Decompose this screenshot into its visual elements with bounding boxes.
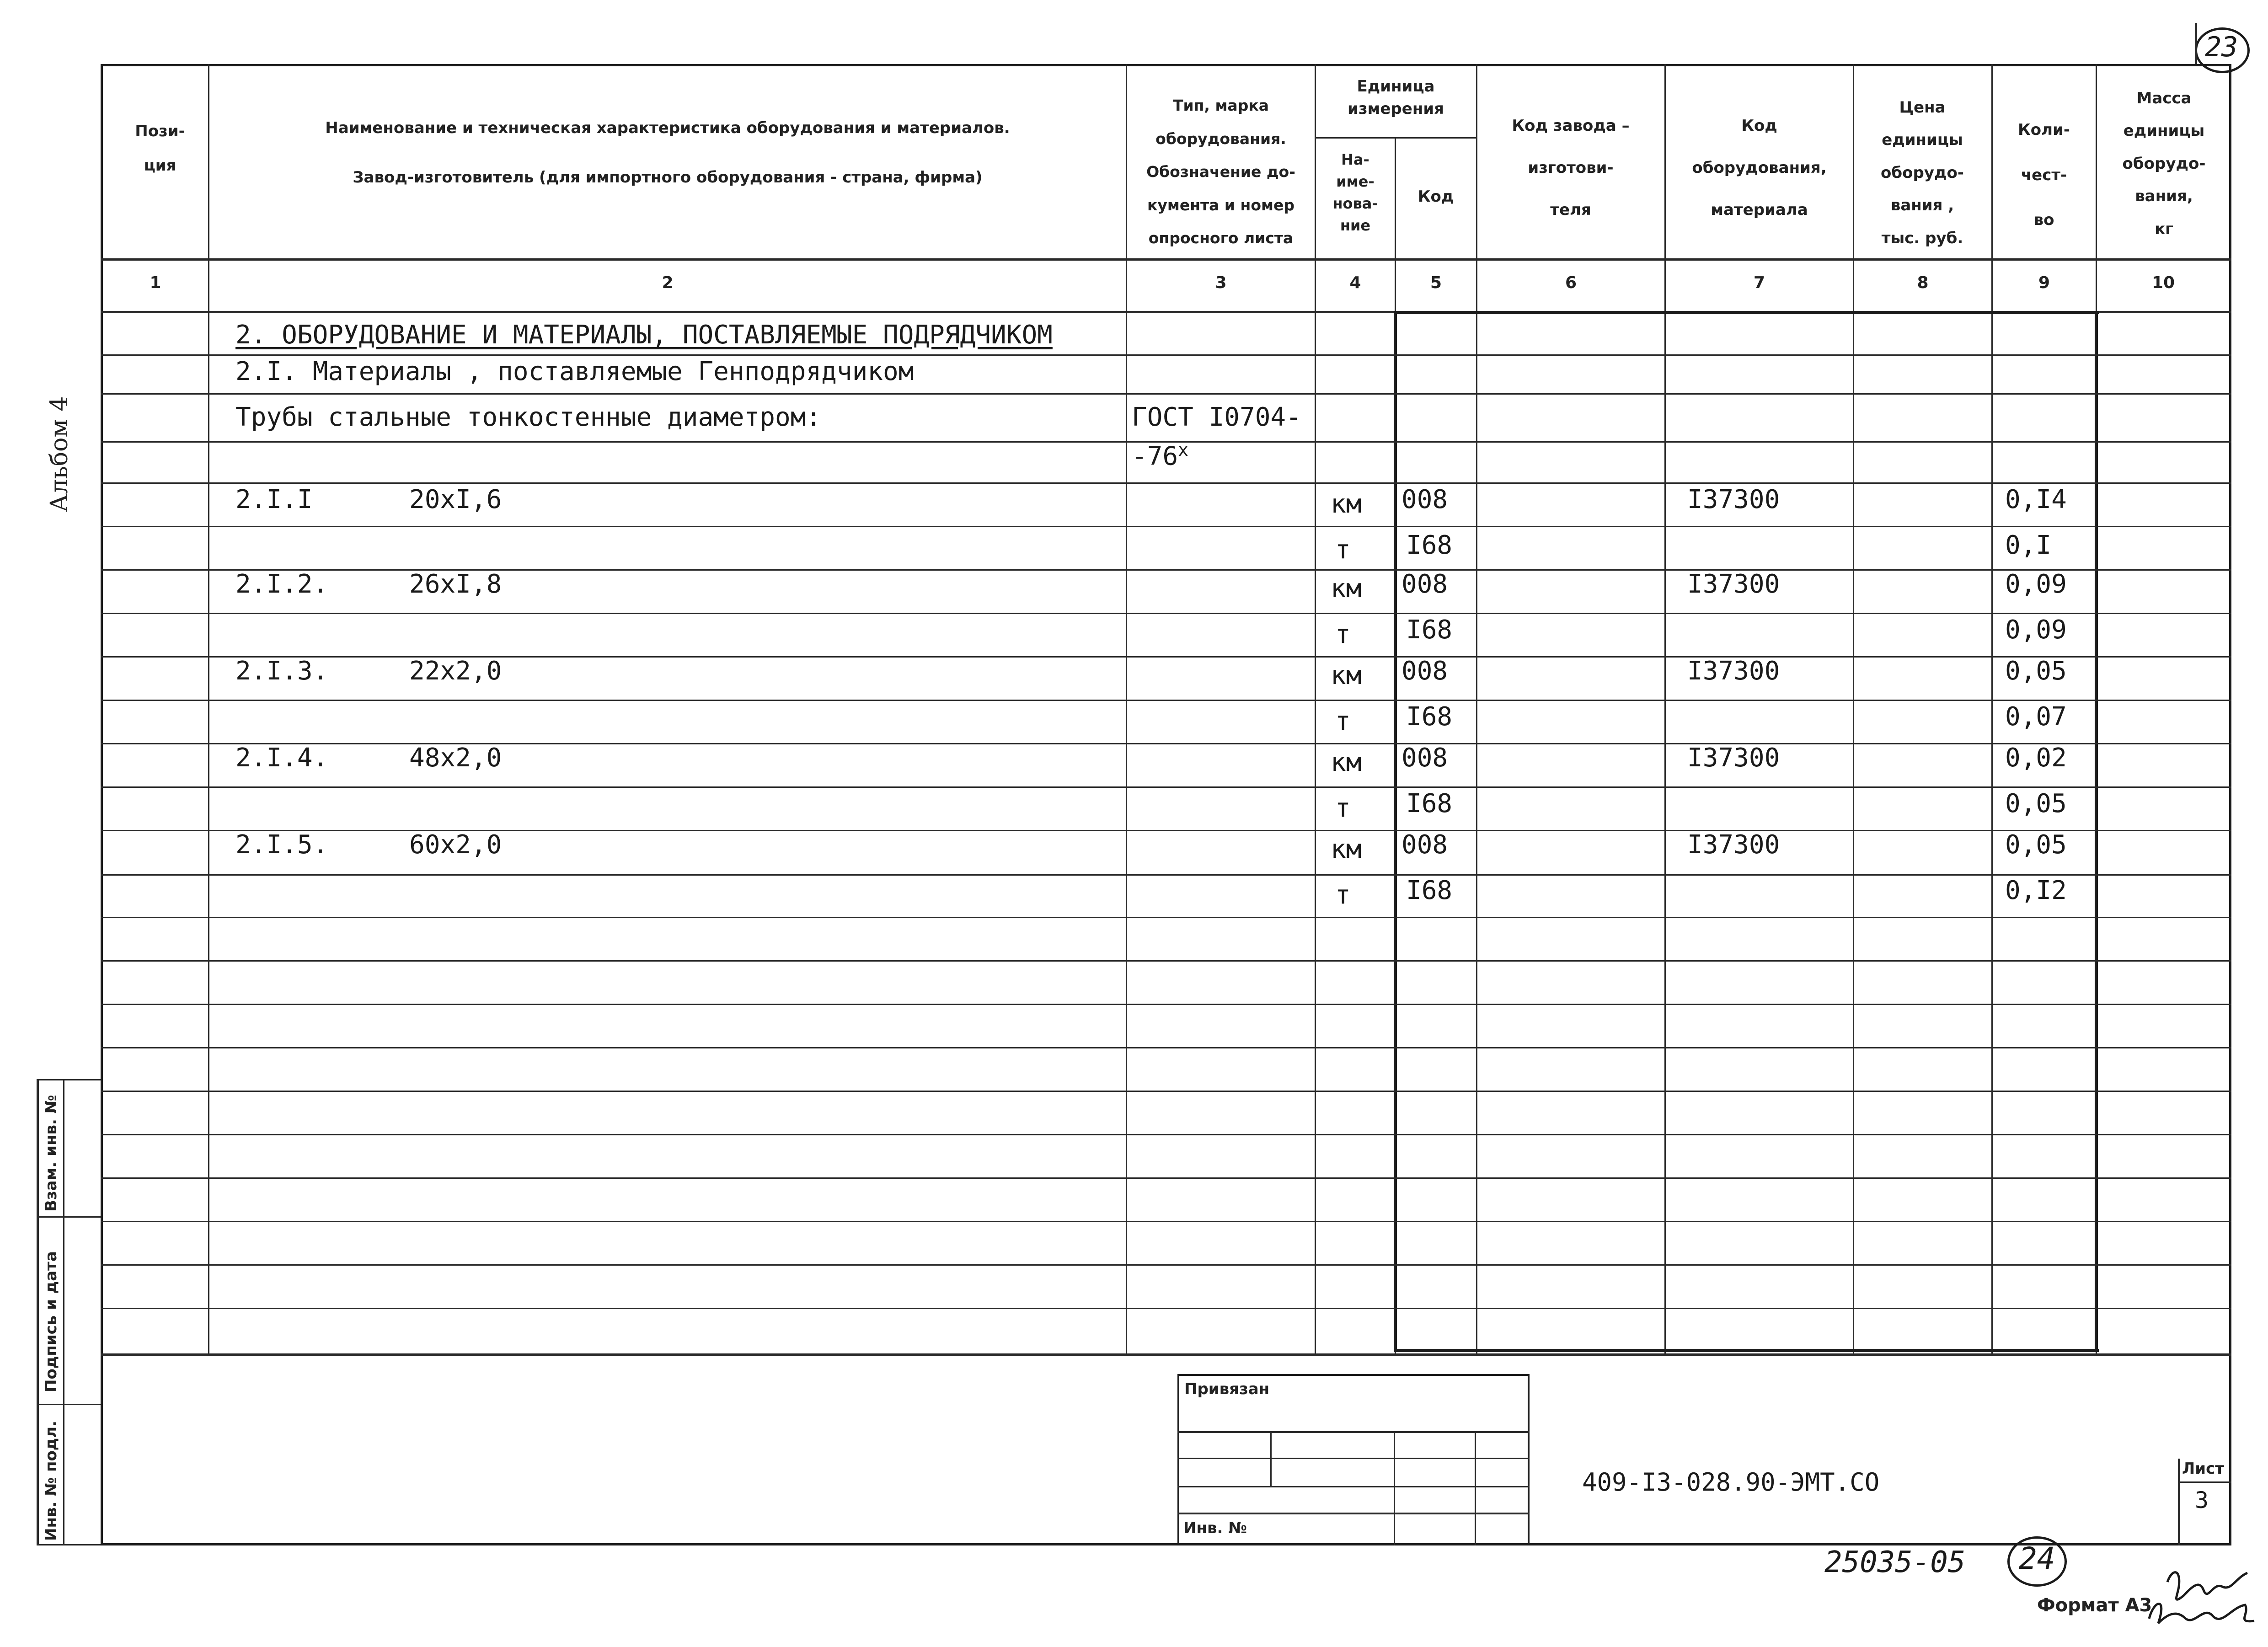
row-unit-km: км	[1331, 489, 1362, 519]
row-line	[101, 700, 2231, 701]
sheet-box-mid	[2178, 1481, 2231, 1483]
side-podpis-data: Подпись и дата	[42, 1251, 60, 1392]
row-unit-t: т	[1335, 706, 1351, 736]
sheet-box-left	[2178, 1459, 2180, 1545]
row-code-km: 008	[1401, 569, 1448, 599]
table-bottom-line	[101, 1353, 2231, 1356]
row-qty-t: 0,I	[2005, 530, 2052, 560]
stamp-vline-1	[1270, 1431, 1272, 1486]
side-stamp-div1	[37, 1216, 101, 1218]
row-unit-t: т	[1335, 535, 1351, 565]
row-qty-km: 0,02	[2005, 743, 2067, 773]
row-line	[101, 1221, 2231, 1222]
row-code-t: I68	[1406, 702, 1453, 732]
row-material-code: I37300	[1687, 743, 1780, 773]
row-line	[101, 960, 2231, 962]
colnum-7: 7	[1753, 273, 1765, 292]
header-unit-code: Код	[1418, 187, 1454, 206]
row-qty-t: 0,07	[2005, 702, 2067, 732]
row-code-t: I68	[1406, 876, 1453, 905]
row-line	[101, 917, 2231, 918]
stamp-line-1	[1177, 1431, 1530, 1433]
units-group-line	[1315, 137, 1476, 139]
handwritten-number: 25035-05	[1824, 1545, 1966, 1579]
header-mass: Масса единицы оборудо- вания, кг	[2122, 89, 2206, 238]
block-left	[1394, 311, 1397, 1352]
row-qty-km: 0,05	[2005, 830, 2067, 860]
row-material-code: I37300	[1687, 830, 1780, 860]
colnum-8: 8	[1917, 273, 1929, 292]
row-qty-t: 0,I2	[2005, 876, 2067, 905]
stamp-line-3	[1177, 1486, 1530, 1487]
col-line-3	[1315, 64, 1316, 1353]
row-code-km: 008	[1401, 485, 1448, 514]
header-factory-code: Код завода – изготови- теля	[1512, 117, 1630, 219]
row-unit-t: т	[1335, 793, 1351, 823]
stamp-line-2	[1177, 1458, 1530, 1459]
row-line	[101, 1047, 2231, 1048]
side-stamp-mid	[63, 1079, 64, 1545]
block-bottom	[1395, 1349, 2099, 1352]
col-line-2	[1126, 64, 1127, 1353]
row-material-code: I37300	[1687, 656, 1780, 686]
subsection-title: 2.I. Материалы , поставляемые Генподрядчиком	[235, 357, 914, 386]
sheet-number: 3	[2195, 1487, 2209, 1513]
row-unit-t: т	[1335, 620, 1351, 649]
row-line	[101, 393, 2231, 395]
row-position: 2.I.3.	[235, 656, 328, 686]
page-number-tick	[2195, 23, 2197, 64]
header-quantity: Коли- чест- во	[2018, 121, 2070, 230]
colnum-10: 10	[2151, 273, 2175, 292]
header-name-line1: Наименование и техническая характеристика оборудования и материалов.	[325, 119, 1010, 137]
header-price: Цена единицы оборудо- вания , тыс. руб.	[1881, 98, 1964, 247]
col-line-1	[208, 64, 209, 1353]
doc-code: 409-I3-028.90-ЭМТ.СО	[1582, 1468, 1880, 1497]
standard-line2-text: -76	[1132, 441, 1178, 471]
row-code-t: I68	[1406, 615, 1453, 645]
row-position: 2.I.2.	[235, 569, 328, 599]
row-position: 2.I.4.	[235, 743, 328, 773]
row-line	[101, 874, 2231, 876]
block-top	[1395, 311, 2099, 314]
row-material-code: I37300	[1687, 485, 1780, 514]
row-code-t: I68	[1406, 530, 1453, 560]
standard-superscript: x	[1178, 440, 1189, 460]
section-title: 2. ОБОРУДОВАНИЕ И МАТЕРИАЛЫ, ПОСТАВЛЯЕМЫЕ ПОДРЯДЧИКОМ	[235, 320, 1053, 350]
colnum-5: 5	[1430, 273, 1442, 292]
header-units-group: Единица измерения	[1348, 77, 1444, 118]
signature	[2140, 1564, 2259, 1632]
row-code-km: 008	[1401, 830, 1448, 860]
standard-line2	[1132, 440, 1188, 471]
row-line	[101, 526, 2231, 527]
stamp-line-4	[1177, 1513, 1530, 1514]
row-code-km: 008	[1401, 656, 1448, 686]
colnum-3: 3	[1215, 273, 1227, 292]
col-line-5	[1476, 64, 1477, 1353]
row-size: 60x2,0	[409, 830, 502, 860]
col-line-7	[1853, 64, 1854, 1353]
row-qty-km: 0,I4	[2005, 485, 2067, 514]
header-bottom-line	[101, 258, 2231, 261]
row-size: 48x2,0	[409, 743, 502, 773]
row-line	[101, 1264, 2231, 1266]
col-line-8	[1991, 64, 1993, 1353]
stamp-vline-2	[1394, 1431, 1395, 1545]
row-position: 2.I.5.	[235, 830, 328, 860]
album-label: Альбом 4	[46, 396, 73, 512]
colnum-4: 4	[1349, 273, 1361, 292]
header-type: Тип, марка оборудования. Обозначение до- кумента и номер опросного листа	[1146, 96, 1295, 247]
side-stamp-top	[37, 1079, 101, 1080]
stamp-privyazan: Привязан	[1184, 1380, 1270, 1398]
row-qty-t: 0,05	[2005, 789, 2067, 818]
row-unit-km: км	[1331, 748, 1362, 777]
header-material-code: Код оборудования, материала	[1692, 117, 1827, 219]
side-stamp-bottom	[37, 1544, 101, 1545]
row-position: 2.I.I	[235, 485, 313, 514]
row-line	[101, 1004, 2231, 1005]
row-line	[101, 1091, 2231, 1092]
row-unit-km: км	[1331, 574, 1362, 604]
colnum-6: 6	[1565, 273, 1577, 292]
row-code-t: I68	[1406, 789, 1453, 818]
row-line	[101, 613, 2231, 614]
header-name-line2: Завод-изготовитель (для импортного оборудования - страна, фирма)	[353, 168, 983, 187]
row-line	[101, 1308, 2231, 1309]
stamp-vline-3	[1475, 1431, 1476, 1545]
block-right	[2095, 311, 2098, 1352]
header-position: Пози- ция	[135, 122, 185, 175]
colnum-2: 2	[662, 273, 674, 292]
row-code-km: 008	[1401, 743, 1448, 773]
side-stamp-div2	[37, 1404, 101, 1405]
standard-line1: ГОСТ I0704-	[1132, 402, 1301, 432]
row-qty-km: 0,05	[2005, 656, 2067, 686]
row-size: 20xI,6	[409, 485, 502, 514]
col-line-6	[1664, 64, 1666, 1353]
row-size: 26xI,8	[409, 569, 502, 599]
row-line	[101, 1177, 2231, 1179]
row-qty-t: 0,09	[2005, 615, 2067, 645]
row-unit-km: км	[1331, 834, 1362, 864]
row-line	[101, 354, 2231, 356]
sheet-label: Лист	[2182, 1460, 2224, 1478]
row-line	[101, 482, 2231, 484]
top-page-number: 23	[2205, 31, 2238, 63]
row-material-code: I37300	[1687, 569, 1780, 599]
format-label: Формат А3	[2037, 1595, 2152, 1616]
row-line	[101, 786, 2231, 788]
bottom-page-number: 24	[2019, 1541, 2055, 1576]
row-size: 22x2,0	[409, 656, 502, 686]
row-unit-t: т	[1335, 880, 1351, 910]
row-line	[101, 1134, 2231, 1135]
row-qty-km: 0,09	[2005, 569, 2067, 599]
side-stamp-outer	[37, 1079, 39, 1545]
row-unit-km: км	[1331, 661, 1362, 690]
colnum-1: 1	[150, 273, 161, 292]
header-unit-name: На- име- нова- ние	[1332, 151, 1378, 234]
side-vzam-inv: Взам. инв. №	[42, 1095, 60, 1212]
colnum-9: 9	[2038, 273, 2050, 292]
stamp-inv-no: Инв. №	[1183, 1519, 1247, 1537]
group-title: Трубы стальные тонкостенные диаметром:	[235, 402, 822, 432]
side-inv-podl: Инв. № подл.	[42, 1420, 60, 1541]
